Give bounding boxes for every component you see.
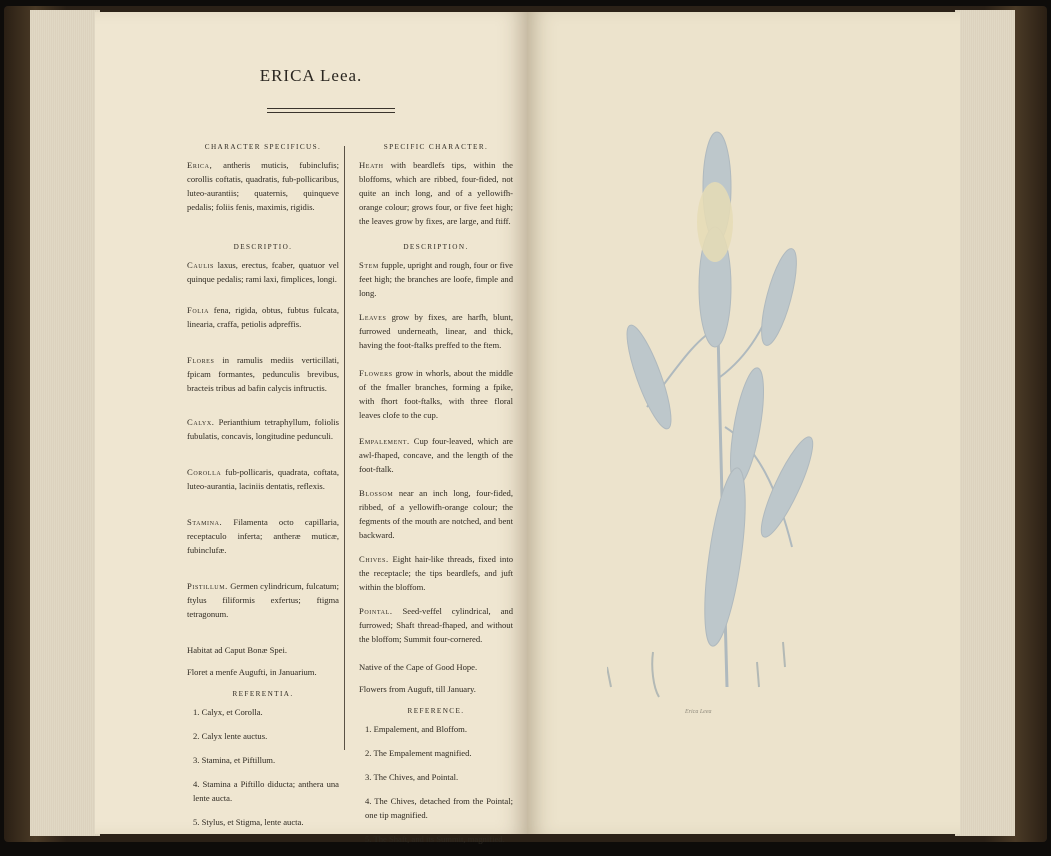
character-specificus-heading: CHARACTER SPECIFICUS. bbox=[204, 143, 322, 151]
right-page bbox=[527, 12, 960, 834]
description-heading: DESCRIPTION. bbox=[403, 243, 469, 251]
english-ref-5: 5. The Shaft, and its Summit, magnified. bbox=[365, 834, 505, 844]
latin-stamina: Stamina. Filamenta octo capillaria, receptaculo inferta; antheræ muticæ, fubinclufæ. bbox=[187, 517, 339, 555]
latin-corolla: Corolla fub-pollicaris, quadrata, coftata, luteo-aurantia, laciniis dentatis, reflexis. bbox=[187, 467, 339, 491]
title-rule bbox=[267, 108, 395, 113]
english-stem: Stem fupple, upright and rough, four or five feet high; the branches are loofe, fimple and long. bbox=[359, 260, 514, 298]
latin-ref-2: 2. Calyx lente auctus. bbox=[193, 731, 268, 741]
referentia-heading: REFERENTIA. bbox=[232, 690, 294, 698]
latin-ref-3: 3. Stamina, et Piftillum. bbox=[193, 755, 276, 765]
page-title: ERICA Leea. bbox=[259, 66, 363, 85]
latin-folia: Folia fena, rigida, obtus, fubtus fulcata, linearia, craffa, petiolis adpreffis. bbox=[187, 305, 339, 329]
latin-ref-1: 1. Calyx, et Corolla. bbox=[193, 707, 263, 717]
english-ref-1: 1. Empalement, and Bloffom. bbox=[365, 724, 467, 734]
descriptio-heading: DESCRIPTIO. bbox=[233, 243, 293, 251]
english-flowers-time: Flowers from Auguft, till January. bbox=[359, 684, 476, 694]
right-page-edges bbox=[955, 10, 1015, 836]
english-column bbox=[359, 140, 513, 856]
english-empalement: Empalement. Cup four-leaved, which are awl-fhaped, concave, and the length of the foot-ftalk. bbox=[359, 436, 513, 474]
english-native: Native of the Cape of Good Hope. bbox=[359, 662, 478, 672]
latin-pistillum: Pistillum. Germen cylindricum, fulcatum; ftylus filiformis exfertus; ftigma tetragonum. bbox=[187, 581, 339, 619]
latin-floret: Floret a menfe Augufti, in Januarium. bbox=[187, 667, 317, 677]
flower-spike-illustration bbox=[697, 182, 733, 262]
left-page-edges bbox=[30, 10, 100, 836]
latin-flores: Flores in ramulis mediis verticillati, fpicam formantes, pedunculis brevibus, bracteis tribus ad bafin calycis inftructis. bbox=[187, 355, 339, 393]
english-flowers: Flowers grow in whorls, about the middle of the fmaller branches, forming a fpike, with fhort foot-ftalks, with three floral leaves clofe to the cup. bbox=[359, 368, 514, 420]
english-blossom: Blossom near an inch long, four-fided, ribbed, of a yellowifh-orange colour; the fegments of the mouth are notched, and bent backward. bbox=[359, 488, 513, 540]
latin-habitat: Habitat ad Caput Bonæ Spei. bbox=[187, 645, 288, 655]
english-character-text: Heath with beardlefs tips, within the bloffoms, which are ribbed, four-fided, not quite an inch long, and of a yellowifh-orange colour; grows four, or five feet high; the leaves grow by fixes, are large, and ftiff. bbox=[359, 160, 513, 226]
english-ref-3: 3. The Chives, and Pointal. bbox=[365, 772, 459, 782]
reference-heading: REFERENCE. bbox=[407, 707, 465, 715]
latin-ref-4: 4. Stamina a Piftillo diducta; anthera una lente aucta. bbox=[193, 779, 339, 803]
english-ref-4: 4. The Chives, detached from the Pointal; one tip magnified. bbox=[365, 796, 513, 820]
specific-character-heading: SPECIFIC CHARACTER. bbox=[383, 143, 489, 151]
plate-caption: Erica Leea bbox=[685, 709, 712, 715]
english-ref-2: 2. The Empalement magnified. bbox=[365, 748, 472, 758]
latin-ref-5: 5. Stylus, et Stigma, lente aucta. bbox=[193, 817, 304, 827]
floral-detail-figures bbox=[607, 642, 785, 697]
english-pointal: Pointal. Seed-veffel cylindrical, and furrowed; Shaft thread-fhaped, and without the bloffom; Summit four-cornered. bbox=[359, 606, 513, 644]
latin-column bbox=[187, 140, 339, 839]
latin-character-text: Erica, antheris muticis, fubinclufis; corollis coftatis, quadratis, fub-pollicaribus, luteo-aurantiis; quaternis, quinqueve pedalis; foliis fenis, maximis, rigidis. bbox=[187, 160, 339, 212]
latin-calyx: Calyx. Perianthium tetraphyllum, foliolis fubulatis, concavis, longitudine pedunculi. bbox=[187, 417, 339, 441]
left-page bbox=[95, 12, 527, 844]
latin-caulis: Caulis laxus, erectus, fcaber, quatuor vel quinque pedalis; rami laxi, fimplices, longi. bbox=[187, 260, 339, 284]
english-chives: Chives. Eight hair-like threads, fixed into the receptacle; the tips beardlefs, and juft within the bloffom. bbox=[359, 554, 514, 592]
botanical-plate bbox=[607, 127, 837, 727]
column-divider bbox=[344, 146, 345, 750]
english-leaves: Leaves grow by fixes, are harfh, blunt, furrowed underneath, linear, and thick, having the foot-ftalks preffed to the ftem. bbox=[359, 312, 514, 350]
